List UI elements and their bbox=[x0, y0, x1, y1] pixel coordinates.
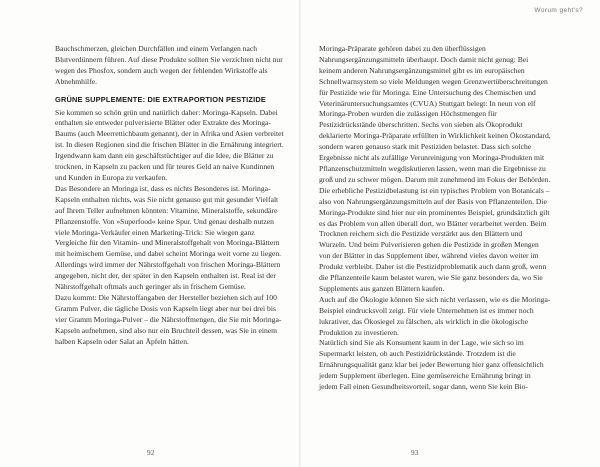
intro-paragraph: Bauchschmerzen, gleichen Durchfällen und einem Verlangen nach Blutverdünnern führen. Auf diese Produkte sollten Sie verzichten nicht nur wegen des Phosfox, sondern auch wegen der fehlenden Wirkstoffe als Abnehmhilfe. bbox=[55, 44, 283, 86]
page-number-left: 92 bbox=[147, 448, 155, 457]
body-paragraph-6: Auch auf die Ökologie können Sie sich nicht verlassen, wie es die Moringa-Beispiel eindrucksvoll zeigt. Für viele Unternehmen ist es immer noch lukrativer, das Ökosiegel zu fälschen, als wirklich in die ökologische Produktion zu investieren. bbox=[319, 294, 551, 337]
body-paragraph-2: Das Besondere an Moringa ist, dass es nichts Besonderes ist. Moringa-Kapseln enthalten nichts, was Sie nicht genauso gut mit gesunder Vielfalt auf Ihrem Teller aufnehmen könnten: Vitamine, Mineralstoffe, sekundäre Pflanzenstoffe. Von »Superfood« keine Spur. Und genau deshalb nutzen viele Moringa-Verkäufer einen Marketing-Trick: Sie wiegen ganz Vergleiche für den Vitamin- und Mineralstoffgehalt von Moringa-Blättern mit heimischem Gemüse, und dabei scheint Moringa weit vorne zu liegen. Allerdings wird immer der Nährstoffgehalt von frischen Moringa-Blättern angegeben, nicht der, der später in den Kapseln enthalten ist. Real ist der Nährstoffgehalt oftmals auch geringer als in frischem Gemüse. bbox=[55, 183, 282, 292]
body-paragraph-5: Die erhebliche Pestizidbelastung ist ein typisches Problem von Botanicals – also von Nahrungsergänzungsmitteln auf der Basis von Pflanzenteilen. Die Moringa-Produkte sind hier nur ein prominentes Beispiel, grundsätzlich gilt es das Problem von allen überall dort, wo Blätter verarbeitet werden. Beim Trocknen reichern sich die Pestizide verstärkt aus den Blättern und Wurzeln. Und beim Pulverisieren gehen die Pestizide in großen Mengen von der Blätter in das Supplement über, während vieles davon weiter im Produkt verbleibt. Daher ist die Pestizidproblematik auch dann groß, wenn die Pflanzenteile kaum belastet waren, wie Sie ganz besonders da, wo Sie Supplements aus ganzen Blättern kaufen. bbox=[319, 185, 550, 293]
page-number-right: 93 bbox=[411, 448, 419, 457]
left-page bbox=[0, 0, 299, 467]
body-paragraph-7: Natürlich sind Sie als Konsument kaum in der Lage, wie sich so im Supermarkt leisten, ob auch Pestizidrückstände. Trotzdem ist die Ernährungsqualität ganz klar bei jeder Bewertung hier ganz offensichtlich jedem Supplement überlegen. Eine gemüsereiche Ernährung bringt in jedem Fall einen Gesundheitsvorteil, sogar dann, wenn Sie kein Bio- bbox=[319, 338, 544, 392]
running-head: Worum geht's? bbox=[534, 7, 583, 14]
right-page bbox=[301, 0, 600, 467]
section-heading: GRÜNE SUPPLEMENTE: DIE EXTRAPORTION PESTIZIDE bbox=[55, 94, 267, 104]
body-paragraph-4: Moringa-Präparate gehören dabei zu den überflüssigen Nahrungsergänzungsmitteln überhaupt. Doch damit nicht genug: Bei keinem anderen Nahrungsergänzungsmittel gibt es im europäischen Schnellwarnsystem so viele Meldungen wegen Grenzwertüberschreitungen für Pestizide wie für Moringa. Eine Untersuchung des Chemischen und Veterinäruntersuchungsamtes (CVUA) Stuttgart belegt: In neun von elf Moringa-Proben wurden die zulässigen Höchstmengen für Pestizidrückstände überschritten. Sechs von sieben als Ökoprodukt deklarierte Moringa-Präparate erfüllten in Wirklichkeit keinen Ökostandard, sondern waren genauso stark mit Pestiziden belastet. Dass sich solche Ergebnisse nicht als zufällige Verunreinigung von Moringa-Produkten mit Pflanzenschutzmitteln wegdiskutieren lassen, wenn man die Ergebnisse zu groß und zu schwer mögen. Darum mit zunehmend im Fokus der Behörden. bbox=[319, 44, 551, 184]
body-paragraph-1: Sie kommen so schön grün und natürlich daher: Moringa-Kapseln. Dabei enthalten sie entweder pulverisierte Blätter oder Extrakte des Moringa-Baums (auch Meerrettichbaum genannt), der in Afrika und Asien verbreitet ist. In diesen Regionen sind die frischen Blätter in die Ernährung integriert. Irgendwann kam dann ein geschäftstüchtiger auf die Idee, die Blätter zu trocknen, in Kapseln zu packen und für teures Geld an naive Kundinnen und Kunden in Europa zu verkaufen. bbox=[55, 107, 284, 182]
right-page-body bbox=[319, 44, 551, 393]
body-paragraph-3: Dazu kommt: Die Nährstoffangaben der Hersteller beziehen sich auf 100 Gramm Pulver, die tägliche Dosis von Kapseln liegt aber nur bei drei bis vier Gramm Moringa-Pulver – die Nährstoffmengen, die Sie mit Moringa-Kapseln aufnehmen, sind also nur ein Bruchteil dessen, was Sie in einem halben Kapseln oder Salat an Äpfeln hätten. bbox=[55, 292, 282, 346]
left-page-body bbox=[55, 44, 285, 347]
